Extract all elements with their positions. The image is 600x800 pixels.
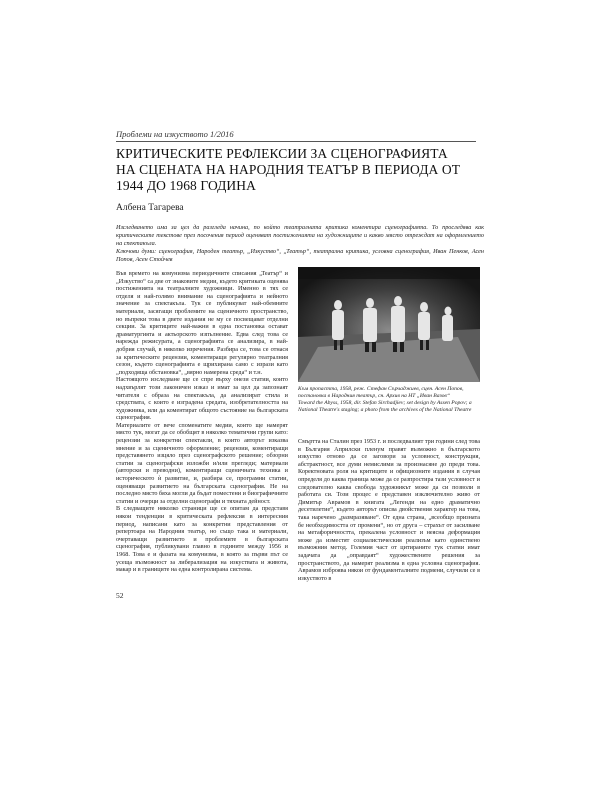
paragraph: Във времето на комунизма периодичните списания „Театър“ и „Изкуство“ са две от знаковите медии, където критиката оценява постиженията на театралните художници. Именно в тях се отделя и най-голямо внимание на сценографията и нейното значение за спектакъла. Тук се публикуват най-обемните материали, засягащи проблемите на сценичното пространство, но въпреки това в двете издания не му се посвещават отделни секции. За критиците най-важни в една постановка остават драматургията и актьорското изпълнение. Едва след това се нарежда режисурата, а сценографията се анализира, в най-добрия случай, в няколко изречения. Разбира се, това се отнася за критическите рецензии, коментиращи регулярно театралния сезон, където сценографията е щрихирана само с изрази като „подходяща обстановка“, „вярно намерена среда“ и т.н. [116, 270, 288, 376]
paragraph: Материалите от вече споменатите медии, които ще намерят място тук, могат да се обобщят в няколко тематични групи като: рецензии за конкретни спектакли, в които авторът изказва мнение и за сценичното оформление; рецензии, коментиращи представянето изцяло през сценографското решение; обзорни статии за сценографски изложби и/или прегледи; материали (авторски и преводни), коментиращи сценичната техника и историческото ѝ развитие, и, разбира се, програмни статии, оценяващи развитието на българската сценография. Не на последно място бяха могли да бъдат поместени и биографичните статии и очерци за отделни сценографи и тяхната дейност. [116, 421, 288, 505]
title-line: 1944 ДО 1968 ГОДИНА [116, 178, 256, 193]
paragraph: Смъртта на Сталин през 1953 г. и последвалият три години след това в България Априлски пленум правят възможно в българското изкуство отново да се заговори за условност, конструкция, абстрактност, все думи немислими за произнасяне до преди това. Коректновата роля на критиците и официозните издания в случая определя до каква граница може да се разпростира тази условност и следователно каква свобода художникът може да си позволи в работата си. Този процес е представен изключително живо от Димитър Аврамов в книгата „Легенди на едно драматично десетилетие“, където авторът описва двойствения характер на това, така наречено „размразяване“. От една страна, „всеобщо призната бе необходимостта от промени“, но от друга – страхът от засилване на метафоричността, прекалена условност и неясна деформация може да изместят социалистическия реализъм като единствено възможния метод. Големия част от цитираните тук статии имат задачата да „оправдаят“ художествените решения за пространството, да намерят реализма в една условна сценография. Аврамов изброява някои от фундаменталните подмени, случили се в изкуството в [298, 438, 480, 582]
abstract-text: Изследването има за цел да разгледа начина, по който театралната критика коментира сценографията. То проследява как критическите текстове през посочения период оценяват постиженията на художниците и какво място отреждат на оформлението на спектакъла. [116, 224, 484, 247]
stage-photo-image [298, 267, 480, 382]
article-title [116, 146, 496, 194]
author-name: Албена Тагарева [116, 203, 184, 213]
right-column [298, 438, 480, 582]
paragraph: В следващите няколко страници ще се опитам да представя някои тенденции в критическата рефлексия в интересния период, написани като за конкретни представления от репертоара на Народния театър, но също така и материали, очертаващи развитието и проблемите в българската сценография, публикувани главно в годините между 1956 и 1968. Това е и фазата на комунизма, в която за първи път се усеща възможност за либерализация на изкуствата и живота, макар и в границите на една контролирана система. [116, 505, 288, 574]
figure-caption [298, 386, 480, 414]
caption-bulgarian: Към пропастта, 1958, реж. Стефан Сърчаджиев, сцен. Асен Попов, постановка в Народния театър, сн. Архив на НТ „Иван Вазов“ [298, 386, 464, 399]
running-header: Проблеми на изкуството 1/2016 [116, 129, 234, 139]
page-number: 52 [116, 591, 124, 600]
keywords: Ключови думи: сценография, Народен театър, „Изкуство“, „Театър“, театрална критика, условна сценография, Иван Пенков, Асен Попов, Асен Стойчев [116, 248, 484, 263]
left-column [116, 270, 288, 574]
header-rule [116, 141, 476, 142]
title-line: КРИТИЧЕСКИТЕ РЕФЛЕКСИИ ЗА СЦЕНОГРАФИЯТА [116, 146, 448, 161]
caption-english: Toward the Abyss, 1958, dir. Stefan Sirchadjiev; set design by Assen Popov; a National Theatre's staging; a photo from the archives of the National Theatre [298, 400, 472, 413]
title-line: НА СЦЕНАТА НА НАРОДНИЯ ТЕАТЪР В ПЕРИОДА ОТ [116, 162, 461, 177]
abstract [116, 224, 484, 264]
paragraph: Настоящото изследване ще се спре върху онези статии, които надхвърлят този лаконичен изказ и имат за цел да запознаят читателя с образа на спектакъла, да анализират стила и средствата, с които е изградена средата, изобретателността на художника, или да коментират общото състояние на българската сценография. [116, 376, 288, 422]
stage-photo [298, 267, 480, 382]
